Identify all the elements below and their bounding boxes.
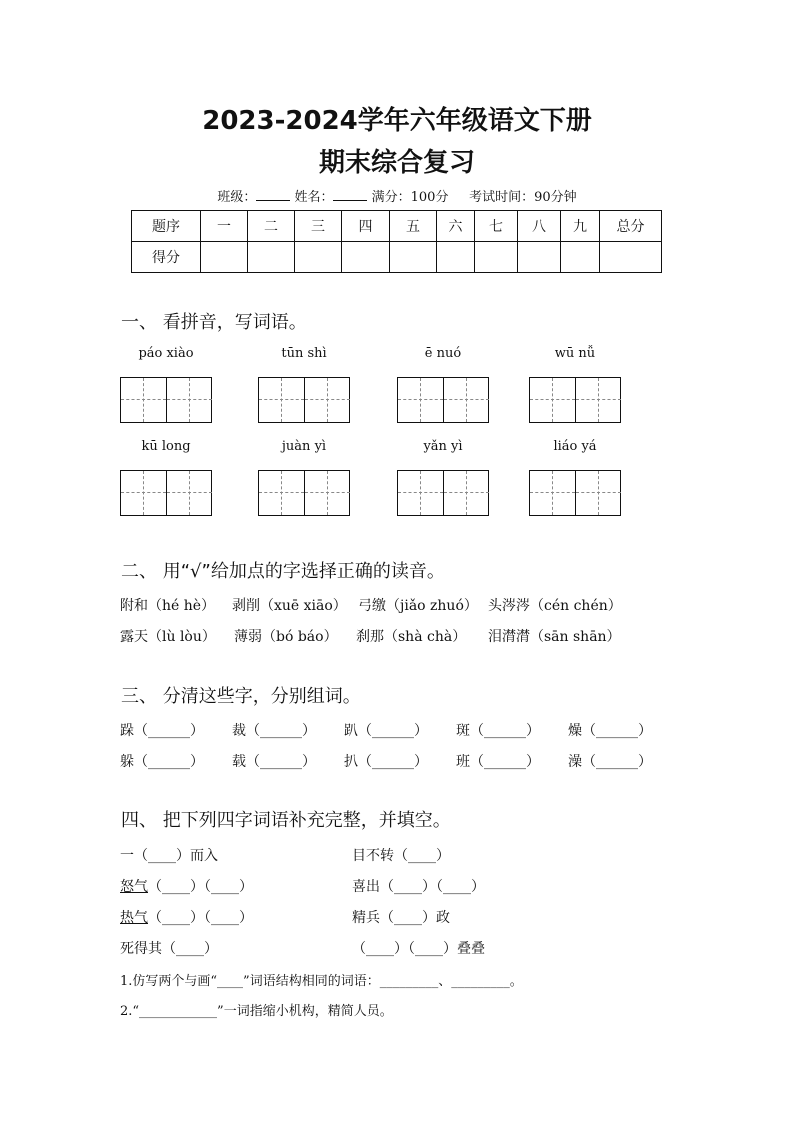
score-header-cell: 一 [201, 211, 248, 242]
section4-title: 四、 把下列四字词语补充完整，并填空。 [121, 810, 451, 831]
word-blank[interactable]: 扒（______） [344, 754, 428, 770]
score-cell[interactable] [475, 242, 518, 273]
writing-grid[interactable] [397, 470, 489, 516]
section3-title: 三、 分清这些字，分别组词。 [121, 686, 361, 707]
idiom-blank[interactable]: 精兵（____）政 [352, 910, 450, 926]
score-header-cell: 八 [518, 211, 561, 242]
word-blank[interactable]: 斑（______） [456, 723, 540, 739]
score-header-cell: 题序 [132, 211, 201, 242]
reading-option[interactable]: 头涔涔（cén chén） [488, 598, 622, 614]
score-header-cell: 七 [475, 211, 518, 242]
idiom-blank[interactable] [120, 907, 253, 927]
word-blank[interactable]: 趴（______） [344, 723, 428, 739]
name-label: 姓名： [294, 190, 334, 205]
writing-grid[interactable] [529, 470, 621, 516]
pinyin-label: tūn shì [281, 346, 327, 361]
section2-title: 二、 用“√”给加点的字选择正确的读音。 [121, 561, 445, 582]
question-1[interactable]: 1.仿写两个与画“____”词语结构相同的词语：_________、_________。 [120, 974, 523, 989]
pinyin-label: yǎn yì [423, 439, 463, 454]
score-header-cell: 九 [561, 211, 600, 242]
reading-option[interactable]: 泪潸潸（sān shān） [488, 629, 621, 645]
idiom-blank[interactable]: 目不转（____） [352, 848, 450, 864]
idiom-blank[interactable]: （____）（____）叠叠 [352, 941, 485, 957]
pinyin-label: wū nǚ [554, 346, 596, 361]
pinyin-label: kū long [141, 439, 191, 454]
score-header-cell: 五 [390, 211, 437, 242]
pinyin-label: liáo yá [553, 439, 597, 454]
page-subtitle: 期末综合复习 [318, 148, 475, 178]
score-cell[interactable] [437, 242, 475, 273]
underlined-word: 怒气 [120, 879, 148, 895]
pinyin-label: juàn yì [281, 439, 327, 454]
writing-grid[interactable] [120, 377, 212, 423]
score-cell[interactable] [201, 242, 248, 273]
idiom-blank[interactable]: 喜出（____）（____） [352, 879, 485, 895]
score-cell[interactable] [600, 242, 662, 273]
name-blank[interactable] [333, 189, 367, 201]
score-header-cell: 二 [248, 211, 295, 242]
idiom-tail: （____）（____） [148, 910, 253, 926]
word-blank[interactable]: 裁（______） [232, 723, 316, 739]
word-blank[interactable]: 澡（______） [568, 754, 652, 770]
score-header-cell: 四 [342, 211, 390, 242]
pinyin-label: páo xiào [138, 346, 194, 361]
word-blank[interactable]: 燥（______） [568, 723, 652, 739]
writing-grid[interactable] [120, 470, 212, 516]
reading-option[interactable]: 薄弱（bó báo） [234, 629, 338, 645]
word-blank[interactable]: 躲（______） [120, 754, 204, 770]
word-blank[interactable]: 班（______） [456, 754, 540, 770]
idiom-blank[interactable]: 死得其（____） [120, 941, 218, 957]
word-blank[interactable]: 载（______） [232, 754, 316, 770]
idiom-tail: （____）（____） [148, 879, 253, 895]
idiom-blank[interactable] [120, 876, 253, 896]
pinyin-label: ē nuó [424, 346, 462, 361]
reading-option[interactable]: 剥削（xuē xiāo） [232, 598, 347, 614]
score-cell[interactable] [561, 242, 600, 273]
score-header-cell: 总分 [600, 211, 662, 242]
score-cell[interactable] [518, 242, 561, 273]
score-cell[interactable] [248, 242, 295, 273]
score-row-label: 得分 [132, 242, 201, 273]
reading-option[interactable]: 刹那（shà chà） [356, 629, 467, 645]
score-header-cell: 三 [295, 211, 342, 242]
idiom-blank[interactable]: 一（____）而入 [120, 848, 218, 864]
writing-grid[interactable] [529, 377, 621, 423]
score-cell[interactable] [390, 242, 437, 273]
class-blank[interactable] [256, 189, 290, 201]
score-table-score-row [132, 242, 662, 273]
writing-grid[interactable] [397, 377, 489, 423]
word-blank[interactable]: 跺（______） [120, 723, 204, 739]
reading-option[interactable]: 附和（hé hè） [120, 598, 216, 614]
class-label: 班级： [217, 190, 257, 205]
reading-option[interactable]: 露天（lù lòu） [120, 629, 216, 645]
score-table-header-row [132, 211, 662, 242]
score-header-cell: 六 [437, 211, 475, 242]
score-cell[interactable] [295, 242, 342, 273]
writing-grid[interactable] [258, 470, 350, 516]
score-table [131, 210, 662, 273]
reading-option[interactable]: 弓缴（jiǎo zhuó） [358, 598, 478, 614]
underlined-word: 热气 [120, 910, 148, 926]
writing-grid[interactable] [258, 377, 350, 423]
section1-title: 一、 看拼音，写词语。 [121, 312, 307, 333]
exam-time: 考试时间：90分钟 [469, 190, 577, 205]
page-title: 2023-2024学年六年级语文下册 [202, 106, 592, 136]
score-cell[interactable] [342, 242, 390, 273]
exam-info [0, 186, 794, 205]
question-2[interactable]: 2.“____________”一词指缩小机构，精简人员。 [120, 1004, 393, 1019]
full-score: 满分：100分 [371, 190, 449, 205]
